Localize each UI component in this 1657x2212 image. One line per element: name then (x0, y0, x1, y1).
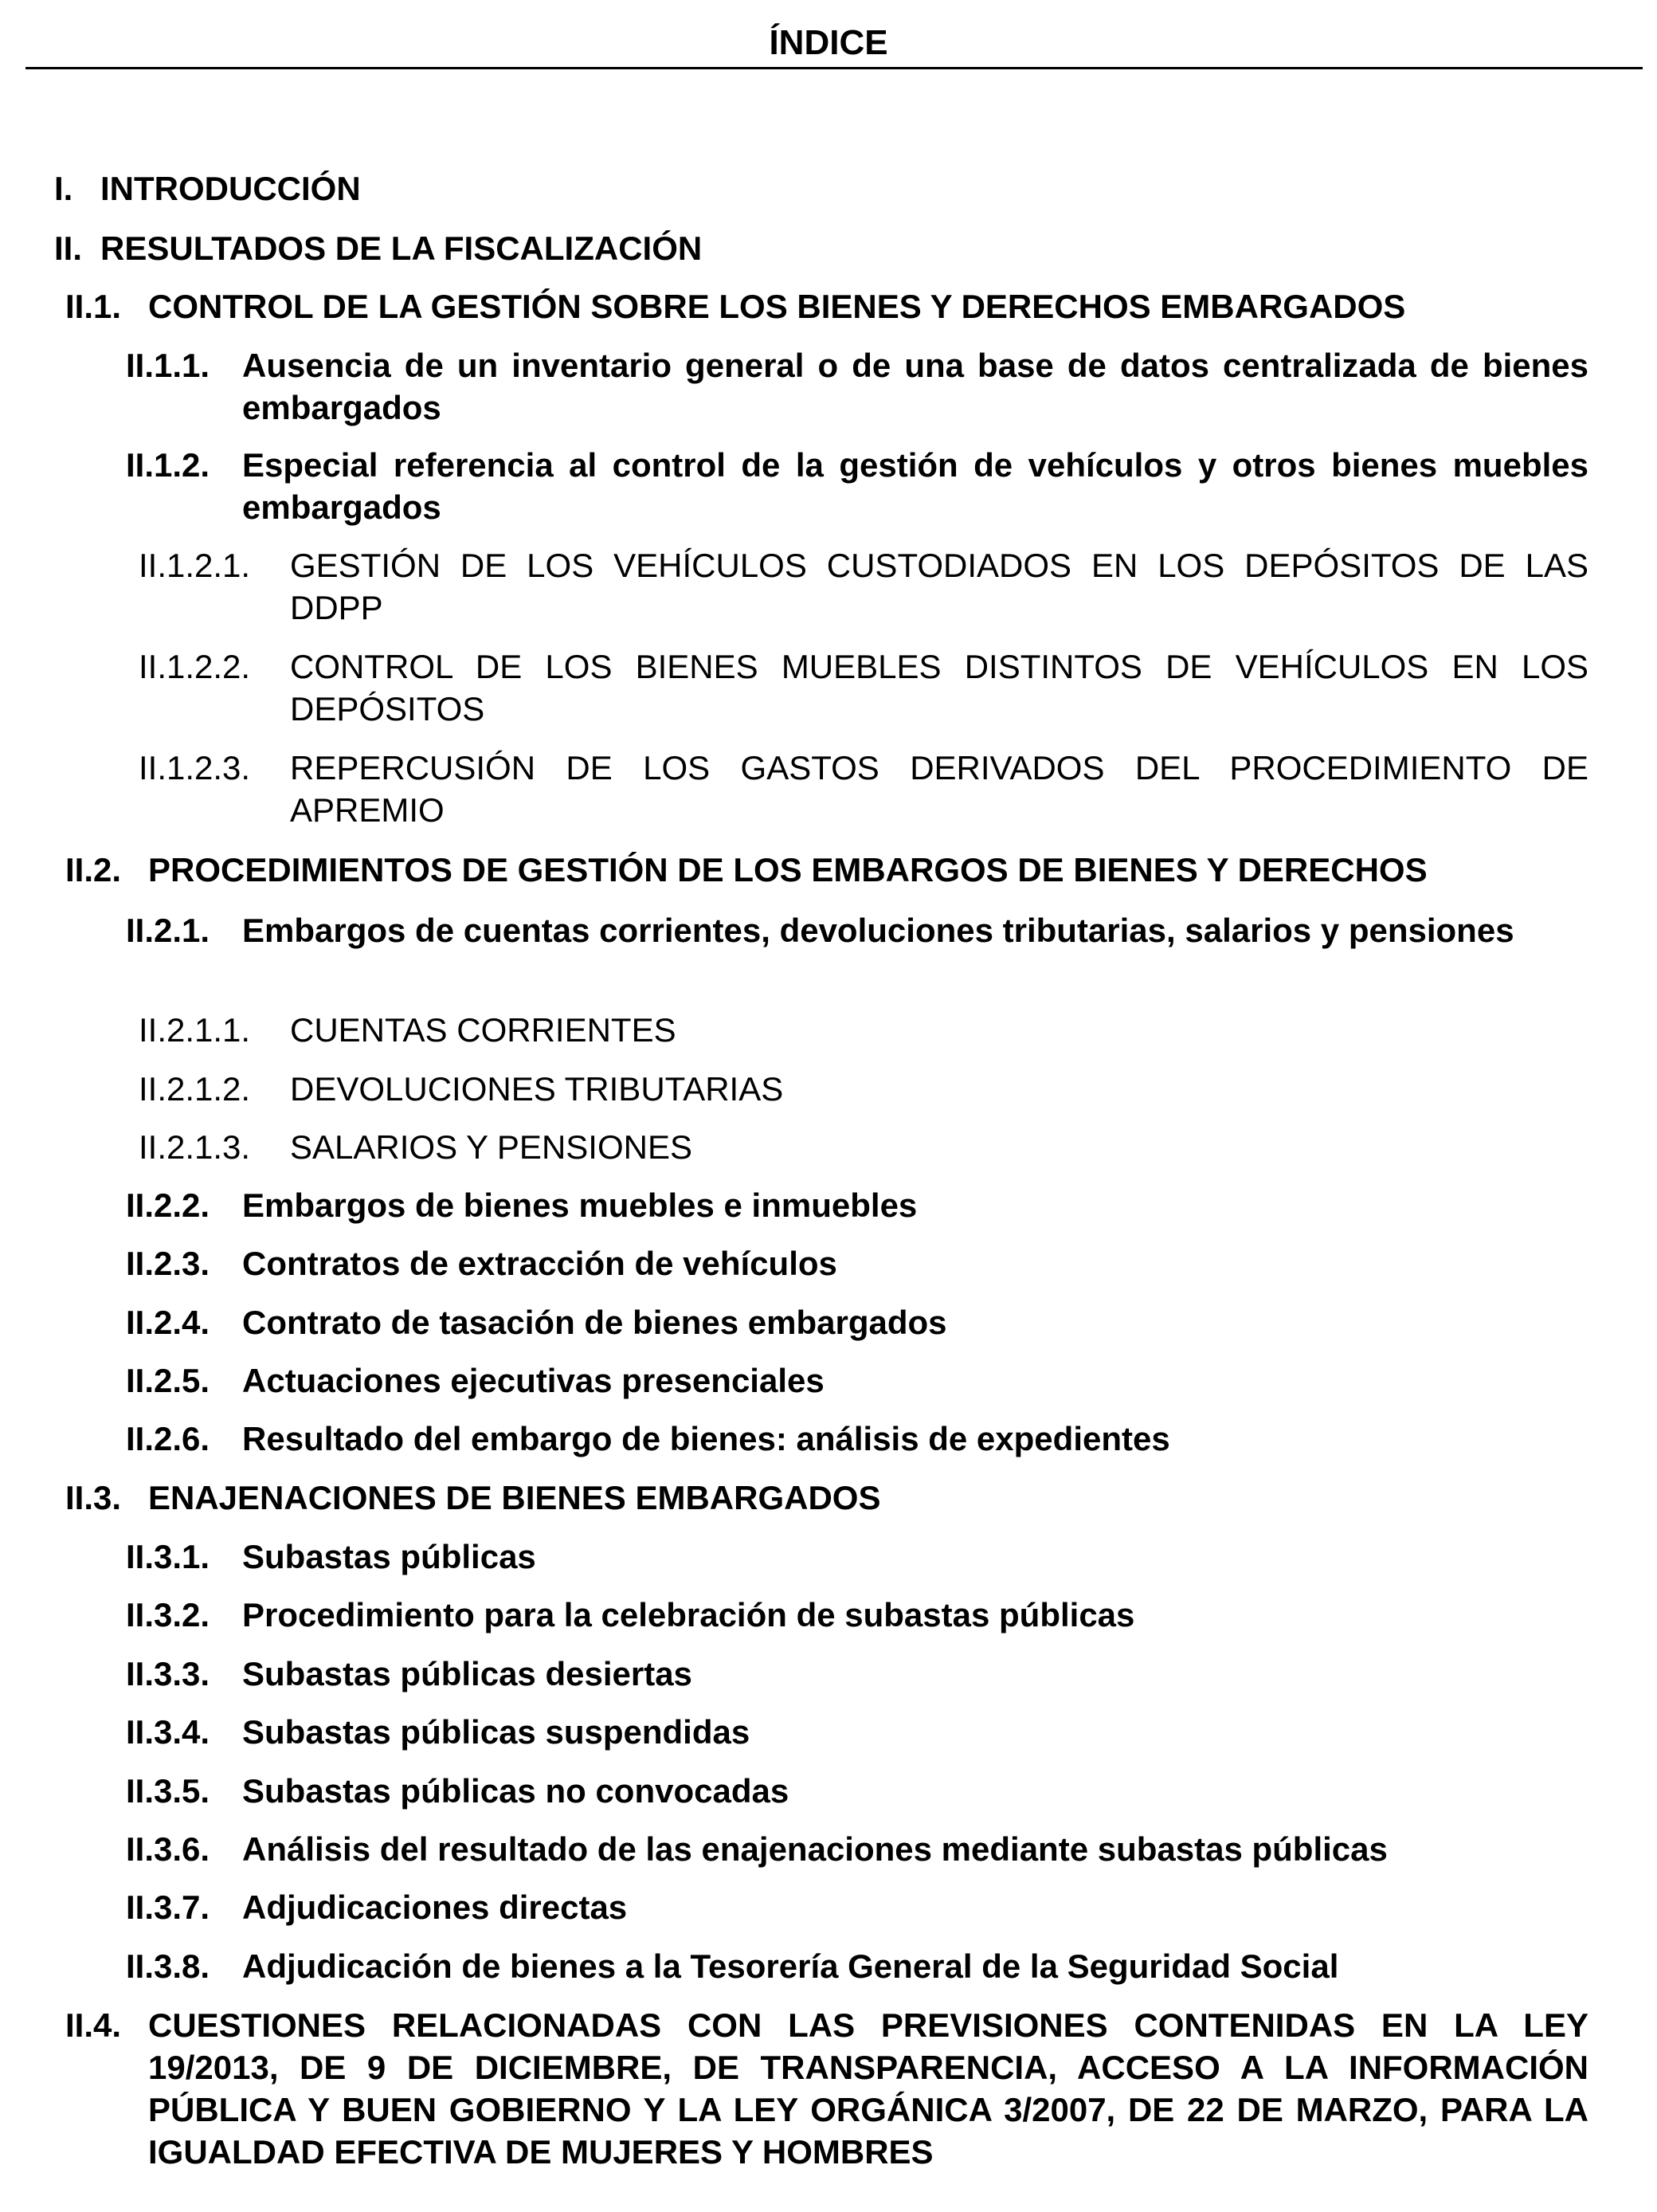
toc-number: II.1. (65, 288, 122, 325)
toc-entry-II-2-1-1[interactable] (139, 1009, 1588, 1051)
toc-heading: Adjudicaciones directas (242, 1888, 628, 1926)
toc-entry-II-1-1[interactable] (126, 344, 1588, 429)
toc-entry-II-1-2[interactable] (126, 444, 1588, 528)
toc-entry-II-1-2-1[interactable] (139, 544, 1588, 629)
toc-entry-II-3-7[interactable] (126, 1886, 1588, 1928)
toc-heading: SALARIOS Y PENSIONES (290, 1128, 692, 1166)
toc-entry-II-3-1[interactable] (126, 1535, 1588, 1578)
toc-number: II.2.6. (126, 1420, 210, 1457)
toc-heading: PROCEDIMIENTOS DE GESTIÓN DE LOS EMBARGOS DE BIENES Y DERECHOS (148, 851, 1428, 888)
toc-entry-II-3-6[interactable] (126, 1828, 1588, 1870)
toc-entry-II-1-2-3[interactable] (139, 747, 1588, 831)
toc-number: II.3.1. (126, 1538, 210, 1575)
toc-number: II.3.3. (126, 1655, 210, 1692)
toc-entry-II-1-2-2[interactable] (139, 645, 1588, 730)
toc-heading: Adjudicación de bienes a la Tesorería General de la Seguridad Social (242, 1947, 1339, 1985)
toc-entry-II-2-1[interactable] (126, 909, 1588, 951)
toc-entry-II-3-3[interactable] (126, 1653, 1588, 1695)
toc-entry-II-4[interactable] (65, 2004, 1588, 2173)
toc-entry-II-2-4[interactable] (126, 1301, 1588, 1343)
toc-heading: Subastas públicas desiertas (242, 1655, 692, 1692)
toc-heading: Análisis del resultado de las enajenaciones mediante subastas públicas (242, 1830, 1388, 1868)
toc-entry-II-1[interactable] (65, 285, 1588, 327)
toc-number: II.4. (65, 2006, 122, 2044)
toc-heading: Contratos de extracción de vehículos (242, 1245, 837, 1282)
toc-entry-II-2-3[interactable] (126, 1242, 1588, 1284)
toc-heading: CUENTAS CORRIENTES (290, 1011, 676, 1049)
toc-heading: Procedimiento para la celebración de subastas públicas (242, 1596, 1135, 1634)
toc-heading: REPERCUSIÓN DE LOS GASTOS DERIVADOS DEL PROCEDIMIENTO DE APREMIO (290, 749, 1588, 829)
toc-heading: Embargos de bienes muebles e inmuebles (242, 1186, 918, 1224)
toc-heading: DEVOLUCIONES TRIBUTARIAS (290, 1070, 784, 1108)
toc-heading: Especial referencia al control de la gestión de vehículos y otros bienes muebles embargados (242, 446, 1588, 526)
toc-number: II.1.2.2. (139, 648, 251, 685)
toc-number: II.2.5. (126, 1362, 210, 1399)
toc-entry-II-3-4[interactable] (126, 1711, 1588, 1753)
toc-heading: CONTROL DE LOS BIENES MUEBLES DISTINTOS DE VEHÍCULOS EN LOS DEPÓSITOS (290, 648, 1588, 728)
toc-number: II. (54, 229, 83, 267)
toc-entry-II-2[interactable] (65, 849, 1588, 891)
toc-heading: Embargos de cuentas corrientes, devoluciones tributarias, salarios y pensiones (242, 912, 1514, 949)
toc-entry-II-2-1-3[interactable] (139, 1126, 1588, 1168)
toc-number: II.3.6. (126, 1830, 210, 1868)
toc-heading: Resultado del embargo de bienes: análisis de expedientes (242, 1420, 1170, 1457)
toc-number: II.3.8. (126, 1947, 210, 1985)
toc-number: II.2.1.1. (139, 1011, 251, 1049)
title-rule (25, 67, 1643, 69)
toc-number: II.3.4. (126, 1713, 210, 1751)
toc-number: II.2.1. (126, 912, 210, 949)
toc-heading: Contrato de tasación de bienes embargados (242, 1304, 947, 1341)
toc-entry-II-3[interactable] (65, 1477, 1588, 1519)
toc-heading: Subastas públicas suspendidas (242, 1713, 750, 1751)
toc-entry-II-3-5[interactable] (126, 1770, 1588, 1812)
toc-entry-II-2-1-2[interactable] (139, 1068, 1588, 1110)
toc-heading: ENAJENACIONES DE BIENES EMBARGADOS (148, 1479, 881, 1516)
toc-number: II.2.1.3. (139, 1128, 251, 1166)
toc-number: II.3.2. (126, 1596, 210, 1634)
toc-entry-II-2-5[interactable] (126, 1359, 1588, 1402)
toc-number: II.3. (65, 1479, 122, 1516)
page-title: ÍNDICE (769, 23, 888, 62)
toc-heading: CUESTIONES RELACIONADAS CON LAS PREVISIONES CONTENIDAS EN LA LEY 19/2013, DE 9 DE DICIEMBRE, DE TRANSPARENCIA, ACCESO A LA INFORMACIÓN PÚBLICA Y BUEN GOBIERNO Y LA LEY ORGÁNICA 3/2007, DE 22 DE MARZO, PARA LA IGUALDAD EFECTIVA DE MUJERES Y HOMBRES (148, 2006, 1588, 2171)
toc-number: I. (54, 170, 73, 207)
toc-number: II.1.2.3. (139, 749, 251, 786)
toc-number: II.2.1.2. (139, 1070, 251, 1108)
toc-heading: CONTROL DE LA GESTIÓN SOBRE LOS BIENES Y DERECHOS EMBARGADOS (148, 288, 1406, 325)
toc-heading: Subastas públicas no convocadas (242, 1772, 789, 1810)
toc-number: II.3.7. (126, 1888, 210, 1926)
toc-heading: Subastas públicas (242, 1538, 536, 1575)
toc-number: II.2.4. (126, 1304, 210, 1341)
toc-entry-II-2-6[interactable] (126, 1418, 1588, 1460)
toc-number: II.3.5. (126, 1772, 210, 1810)
toc-number: II.1.2. (126, 446, 210, 484)
toc-entry-II[interactable] (54, 227, 1592, 269)
toc-number: II.1.2.1. (139, 547, 251, 584)
toc-entry-I[interactable] (54, 167, 1592, 210)
toc-entry-II-3-8[interactable] (126, 1945, 1588, 1987)
toc-heading: INTRODUCCIÓN (100, 170, 361, 207)
toc-number: II.2. (65, 851, 122, 888)
toc-number: II.2.2. (126, 1186, 210, 1224)
toc-number: II.2.3. (126, 1245, 210, 1282)
toc-heading: GESTIÓN DE LOS VEHÍCULOS CUSTODIADOS EN LOS DEPÓSITOS DE LAS DDPP (290, 547, 1588, 626)
toc-entry-II-3-2[interactable] (126, 1594, 1588, 1636)
toc-heading: Ausencia de un inventario general o de una base de datos centralizada de bienes embargados (242, 347, 1588, 426)
toc-heading: Actuaciones ejecutivas presenciales (242, 1362, 825, 1399)
toc-number: II.1.1. (126, 347, 210, 384)
toc-entry-II-2-2[interactable] (126, 1184, 1588, 1226)
toc-heading: RESULTADOS DE LA FISCALIZACIÓN (100, 229, 703, 267)
